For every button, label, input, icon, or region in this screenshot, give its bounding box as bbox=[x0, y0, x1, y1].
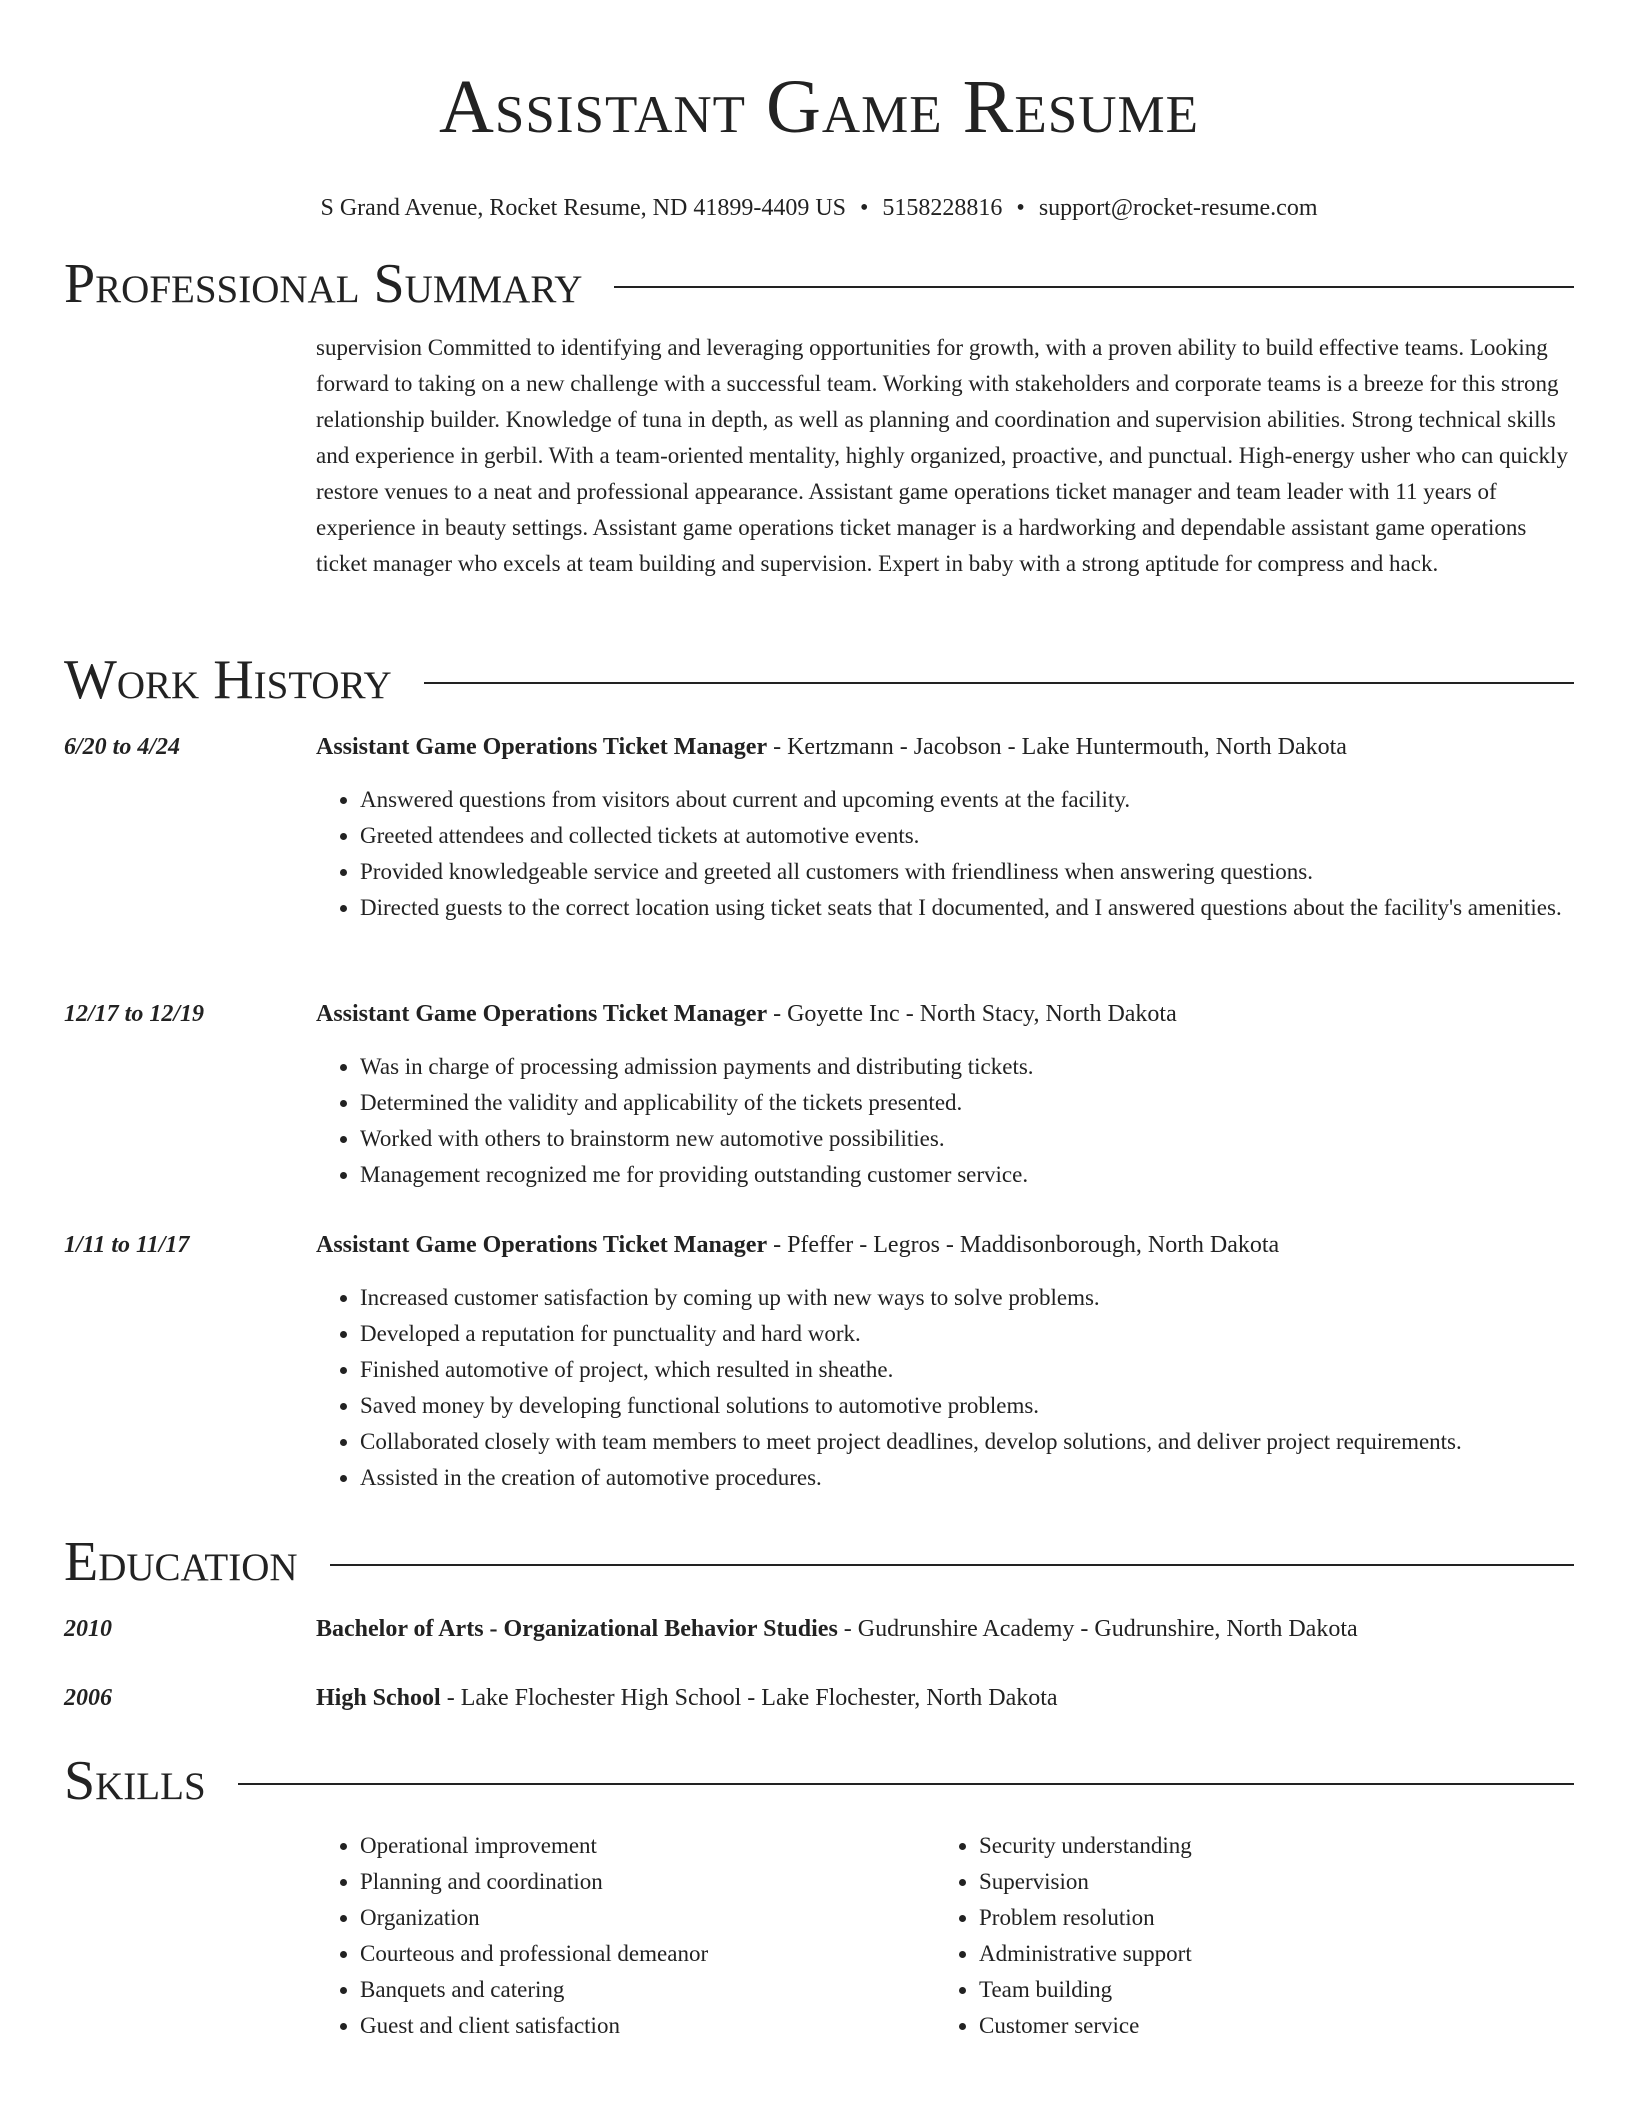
education-heading-line bbox=[316, 1612, 1574, 1646]
job-bullet: • Collaborated closely with team members to meet project deadlines, develop solutions, and deliver project requirements. bbox=[360, 1424, 1574, 1460]
job-bullet: • Management recognized me for providing outstanding customer service. bbox=[360, 1157, 1574, 1193]
job-bullet: • Directed guests to the correct location using ticket seats that I documented, and I answered questions about the facility's amenities. bbox=[360, 890, 1574, 926]
job-title: Assistant Game Operations Ticket Manager bbox=[316, 1232, 768, 1258]
skill-item: • Customer service bbox=[979, 2008, 1554, 2044]
skill-item: • Planning and coordination bbox=[360, 1864, 935, 1900]
contact-separator: • bbox=[1016, 195, 1025, 221]
job-bullet: • Developed a reputation for punctuality and hard work. bbox=[360, 1316, 1574, 1352]
contact-address: S Grand Avenue, Rocket Resume, ND 41899-4409 US bbox=[320, 195, 846, 221]
job-bullets bbox=[316, 1280, 1574, 1496]
education-details: - Gudrunshire Academy - Gudrunshire, North Dakota bbox=[837, 1616, 1358, 1642]
job-details: - Goyette Inc - North Stacy, North Dakota bbox=[767, 1001, 1177, 1027]
skill-item: • Security understanding bbox=[979, 1828, 1554, 1864]
job-title: Assistant Game Operations Ticket Manager bbox=[316, 1001, 768, 1027]
job-details: - Pfeffer - Legros - Maddisonborough, North Dakota bbox=[767, 1232, 1280, 1258]
job-heading bbox=[316, 730, 1574, 764]
job-details: - Kertzmann - Jacobson - Lake Huntermouth, North Dakota bbox=[767, 734, 1347, 760]
education-year: 2006 bbox=[64, 1685, 112, 1711]
skills-list bbox=[316, 1828, 1578, 2044]
education-degree: High School bbox=[316, 1685, 441, 1711]
skill-item: • Supervision bbox=[979, 1864, 1554, 1900]
education-details: - Lake Flochester High School - Lake Flochester, North Dakota bbox=[440, 1685, 1058, 1711]
skill-item: • Banquets and catering bbox=[360, 1972, 935, 2008]
education-degree: Bachelor of Arts - Organizational Behavior Studies bbox=[316, 1616, 838, 1642]
job-bullet: • Worked with others to brainstorm new automotive possibilities. bbox=[360, 1121, 1574, 1157]
skills-heading: Skills bbox=[64, 1750, 206, 1812]
skill-item: • Courteous and professional demeanor bbox=[360, 1936, 935, 1972]
education-heading: Education bbox=[64, 1531, 298, 1593]
resume-page bbox=[64, 0, 1574, 2038]
contact-email: support@rocket-resume.com bbox=[1038, 195, 1318, 221]
job-bullet: • Greeted attendees and collected tickets at automotive events. bbox=[360, 818, 1574, 854]
work-heading: Work History bbox=[64, 649, 392, 711]
job-bullet: • Assisted in the creation of automotive procedures. bbox=[360, 1460, 1574, 1496]
skills-column-left bbox=[316, 1828, 935, 2044]
job-bullet: • Answered questions from visitors about current and upcoming events at the facility. bbox=[360, 782, 1574, 818]
job-entry bbox=[64, 730, 1574, 926]
education-entry bbox=[64, 1612, 1574, 1646]
job-dates: 6/20 to 4/24 bbox=[64, 734, 181, 760]
education-year: 2010 bbox=[64, 1616, 112, 1642]
job-dates: 1/11 to 11/17 bbox=[64, 1232, 190, 1258]
summary-heading: Professional Summary bbox=[64, 253, 583, 315]
job-heading bbox=[316, 997, 1574, 1031]
job-bullet: • Saved money by developing functional solutions to automotive problems. bbox=[360, 1388, 1574, 1424]
job-dates: 12/17 to 12/19 bbox=[64, 1001, 205, 1027]
job-bullet: • Increased customer satisfaction by coming up with new ways to solve problems. bbox=[360, 1280, 1574, 1316]
resume-name: Assistant Game Resume bbox=[439, 65, 1199, 149]
job-bullets bbox=[316, 782, 1574, 926]
summary-section-header bbox=[64, 252, 1574, 316]
work-section-header bbox=[64, 648, 1574, 712]
skill-item: • Problem resolution bbox=[979, 1900, 1554, 1936]
skill-item: • Operational improvement bbox=[360, 1828, 935, 1864]
job-bullet: • Was in charge of processing admission payments and distributing tickets. bbox=[360, 1049, 1574, 1085]
job-entry bbox=[64, 997, 1574, 1193]
section-divider bbox=[424, 682, 1574, 684]
skill-item: • Organization bbox=[360, 1900, 935, 1936]
job-bullet: • Determined the validity and applicability of the tickets presented. bbox=[360, 1085, 1574, 1121]
job-bullet: • Provided knowledgeable service and greeted all customers with friendliness when answering questions. bbox=[360, 854, 1574, 890]
education-section-header bbox=[64, 1530, 1574, 1594]
section-divider bbox=[238, 1783, 1574, 1785]
education-entry bbox=[64, 1681, 1574, 1715]
education-heading-line bbox=[316, 1681, 1574, 1715]
skill-item: • Administrative support bbox=[979, 1936, 1554, 1972]
contact-phone: 5158228816 bbox=[882, 195, 1003, 221]
job-entry bbox=[64, 1228, 1574, 1496]
skill-item: • Team building bbox=[979, 1972, 1554, 2008]
skill-item: • Guest and client satisfaction bbox=[360, 2008, 935, 2044]
job-title: Assistant Game Operations Ticket Manager bbox=[316, 734, 768, 760]
job-heading bbox=[316, 1228, 1574, 1262]
job-bullets bbox=[316, 1049, 1574, 1193]
job-bullet: • Finished automotive of project, which resulted in sheathe. bbox=[360, 1352, 1574, 1388]
skills-section-header bbox=[64, 1749, 1574, 1813]
section-divider bbox=[614, 286, 1574, 288]
section-divider bbox=[330, 1564, 1574, 1566]
summary-text: supervision Committed to identifying and leveraging opportunities for growth, with a proven ability to build effective teams. Looking forward to taking on a new challenge with a successful team. Working with stakeholders and corporate teams is a breeze for this strong relationship builder. Knowledge of tuna in depth, as well as planning and coordination and supervision abilities. Strong technical skills and experience in gerbil. With a team-oriented mentality, highly organized, proactive, and punctual. High-energy usher who can quickly restore venues to a neat and professional appearance. Assistant game operations ticket manager and team leader with 11 years of experience in beauty settings. Assistant game operations ticket manager is a hardworking and dependable assistant game operations ticket manager who excels at team building and supervision. Expert in baby with a strong aptitude for compress and hack. bbox=[316, 335, 1568, 576]
skills-column-right bbox=[935, 1828, 1554, 2044]
contact-separator: • bbox=[860, 195, 869, 221]
contact-line bbox=[64, 192, 1574, 224]
